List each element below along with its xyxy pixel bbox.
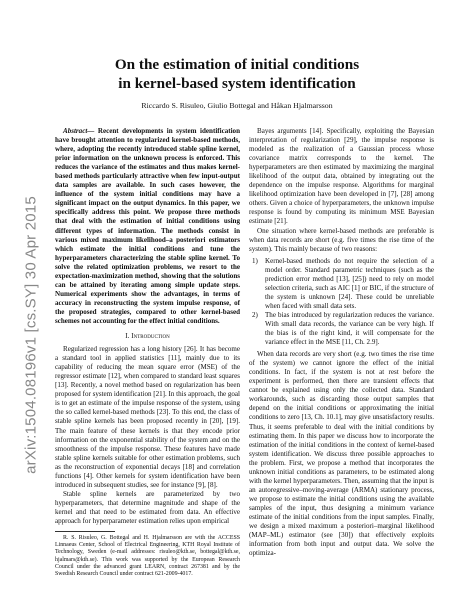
section-heading-introduction: I. Introduction bbox=[125, 332, 170, 341]
abstract-text: Recent developments in system identification have brought attention to regularized kernel-based methods, where, adopting the recently introduced stable spline kernel, prior information on the unknown process is enforced. This reduces the variance of the estimates and thus makes kernel-based methods particularly attractive when few input-output data samples are available. In such cases however, the influence of the system initial conditions may have a significant impact on the output dynamics. In this paper, we specifically address this point. We propose three methods that deal with the estimation of initial conditions using different types of information. The methods consist in various mixed maximum likelihood–a posteriori estimators which estimate the initial conditions and tune the hyperparameters characterizing the stable spline kernel. To solve the related optimization problems, we resort to the expectation-maximization method, showing that the solutions can be attained by iterating among simple update steps. Numerical experiments show the advantages, in terms of accuracy in reconstructing the system impulse response, of the proposed strategies, compared to other kernel-based schemes not accounting for the effect initial conditions. bbox=[55, 127, 240, 325]
reasons-list bbox=[249, 257, 434, 347]
right-paragraph-3: When data records are very short (e.g. two times the rise time of the system) we cannot ignore the effect of the initial conditions. In fact, if the system is not at rest before the experiment is performed, then there are transient effects that cannot be explained using only the collected data. Standard workarounds, such as discarding those output samples that depend on the initial conditions or approximating the initial conditions to zero [13, Ch. 10.1], may give unsatisfactory results. Thus, it seems preferable to deal with the initial conditions by estimating them. In this paper we discuss how to incorporate the estimation of the initial conditions in the context of kernel-based system identification. We discuss three possible approaches to the problem. First, we propose a method that incorporates the unknown initial conditions as parameters, to be estimated along with the kernel hyperparameters. Then, assuming that the input is an autoregressive–moving-average (ARMA) stationary process, we propose to estimate the initial conditions using the available samples of the input, thus designing a minimum variance estimate of the initial conditions from the input samples. Finally, we design a mixed maximum a posteriori–marginal likelihood (MAP–ML) estimator (see [30]) that effectively exploits information from both input and output data. We solve the optimiza- bbox=[249, 350, 434, 558]
list-item-number: 2) bbox=[252, 310, 258, 319]
title-line-1: On the estimation of initial conditions bbox=[114, 56, 360, 73]
intro-paragraph-1: Regularized regression has a long history [26]. It has become a standard tool in applied statistics [11], mainly due to its capability of reducing the mean square error (MSE) of the regressor estimate [12], when compared to standard least squares [13]. Recently, a novel method based on regularization has been proposed for system identification [21]. In this approach, the goal is to get an estimate of the impulse response of the system, using the so called kernel-based methods [23]. To this end, the class of stable spline kernels has been proposed recently in [20], [19]. The main feature of these kernels is that they encode prior information on the exponential stability of the system and on the smoothness of the impulse response. These features have made stable spline kernels suitable for other estimation problems, such as the reconstruction of exponential decays [18] and correlation functions [4]. Other kernels for system identification have been introduced in subsequent studies, see for instance [9], [8]. bbox=[55, 345, 240, 489]
list-item-text: Kernel-based methods do not require the selection of a model order. Standard parametric techniques (such as the prediction error method [13], [25]) need to rely on model selection criteria, such as AIC [1] or BIC, if the structure of the system is unknown [24]. These could be unreliable when faced with small data sets. bbox=[265, 256, 434, 310]
right-paragraph-1: Bayes arguments [14]. Specifically, exploiting the Bayesian interpretation of regularization [29], the impulse response is modeled as the realization of a Gaussian process whose covariance matrix corresponds to the kernel. The hyperparameters are then estimated by maximizing the marginal likelihood of the output data, obtained by integrating out the dependence on the impulse response. Algorithms for marginal likelihood optimization have been developed in [7], [28] among others. Given a choice of hyperparameters, the unknown impulse response is found by computing its minimum MSE Bayesian estimate [21]. bbox=[249, 127, 434, 226]
intro-paragraph-2: Stable spline kernels are parameterized by two hyperparameters, that determine magnitude and shape of the kernel and that need to be estimated from data. An effective approach for hyperparameter estimation relies upon empirical bbox=[55, 489, 240, 525]
arxiv-stamp bbox=[20, 85, 42, 585]
list-item-text: The bias introduced by regularization reduces the variance. With small data records, the variance can be very high. If the bias is of the right kind, it will compensate for the variance effect in the MSE [11, Ch. 2.9]. bbox=[265, 310, 434, 347]
author-list: Riccardo S. Risuleo, Giulio Bottegal and Håkan Hjalmarsson bbox=[141, 101, 333, 110]
abstract bbox=[55, 127, 240, 326]
paper-title bbox=[60, 55, 414, 93]
abstract-label: Abstract— bbox=[63, 127, 95, 135]
right-paragraph-2: One situation where kernel-based methods are preferable is when data records are short (e.g. five times the rise time of the system). This mainly because of two reasons: bbox=[249, 226, 434, 253]
right-column bbox=[249, 127, 434, 558]
list-item bbox=[249, 257, 434, 311]
list-item bbox=[249, 311, 434, 347]
title-line-2: in kernel-based system identification bbox=[118, 75, 356, 92]
left-column bbox=[55, 127, 240, 578]
arxiv-identifier: arXiv:1504.08196v1 [cs.SY] 30 Apr 2015 bbox=[22, 196, 40, 474]
list-item-number: 1) bbox=[252, 256, 258, 265]
footnote: R. S. Risuleo, G. Bottegal and H. Hjalmarsson are with the ACCESS Linnaeus Center, School of Electrical Engineering, KTH Royal Institute of Technology, Sweden (e-mail addresses: risuleo@kth.se, bottegal@kth.se, hjalmars@kth.se). This work was supported by the European Research Council under the advanced grant LEARN, contract 267381 and by the Swedish Research Council under contract 621-2009-4017. bbox=[55, 534, 240, 578]
footnote-rule bbox=[55, 531, 115, 532]
